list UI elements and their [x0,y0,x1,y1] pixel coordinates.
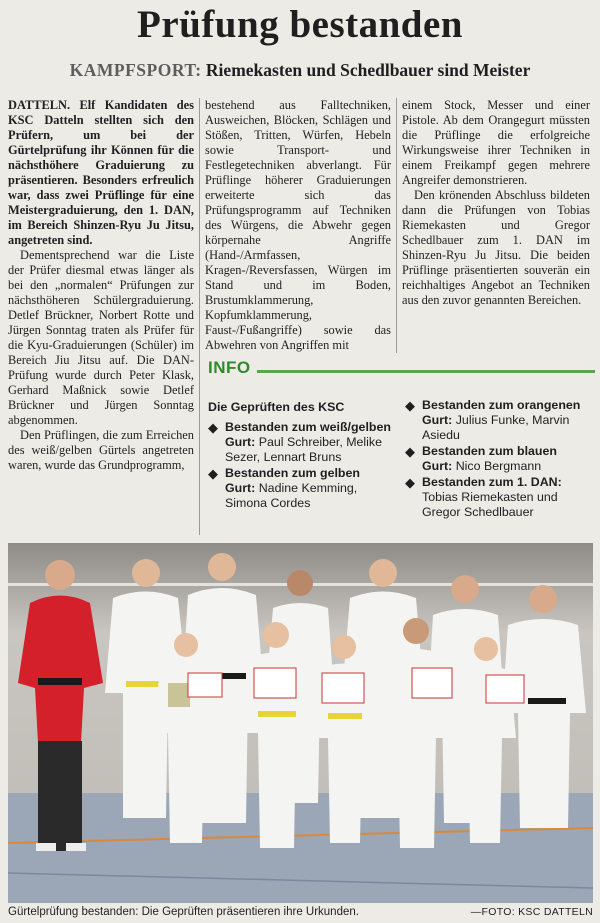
photo-credit: —FOTO: KSC DATTELN [470,906,593,918]
article-column-3 [402,98,590,308]
article-lead: DATTELN. Elf Kandidaten des KSC Datteln stellten sich den Prüfern, um bei der Gürtelprüfung ihr Können für die nächsthöhere Graduierung zu präsentieren. Besonders erfreulich war, dass zwei Prüflinge für eine Meistergraduierung, den 1. DAN, im Bereich Shinzen-Ryu Ju Jitsu, angetreten sind. [8,98,194,247]
article-paragraph: bestehend aus Falltechniken, Ausweichen, Blöcken, Schlägen und Stößen, Tritten, Würfen, Hebeln sowie Transport- und Festlegetechniken abverlangt. Für Prüflinge höherer Graduierungen erweiterte sich das Prüfungsprogramm auf Techniken des Würgens, die Abwehr gegen körpernahe Angriffe (Hand-/Armfassen, Kragen-/Reversfassen, Würgen im Stand und im Boden, Brustumklammerung, Kopfumklammerung, Faust-/Fußangriffe) sowie das Abwehren von Angriffen mit [205,98,391,352]
info-item: ◆ Bestanden zum blauen Gurt: Nico Bergmann [405,444,590,474]
article-paragraph: Den Prüflingen, die zum Erreichen des weiß/gelben Gürtels angetreten waren, wurde das Grundprogramm, [8,428,194,472]
article-headline: Prüfung bestanden [137,3,463,46]
article-subheadline [0,60,600,81]
subheadline-text: Riemekasten und Schedlbauer sind Meister [205,60,531,80]
section-kicker: KAMPFSPORT: [69,60,202,80]
column-divider [199,98,200,535]
photo-caption [8,906,593,918]
caption-text: Gürtelprüfung bestanden: Die Geprüften präsentieren ihre Urkunden. [8,906,359,918]
article-paragraph: einem Stock, Messer und einer Pistole. Ab dem Orangegurt müssten die Prüflinge die erfolgreiche Wirkungsweise ihrer Techniken in einem Freikampf gegen mehrere Angreifer demonstrieren. [402,98,590,187]
article-column-1 [8,98,194,473]
info-item: ◆ Bestanden zum 1. DAN: Tobias Riemekasten und Gregor Schedlbauer [405,475,590,520]
article-column-2 [205,98,391,353]
info-item: ◆ Bestanden zum weiß/gelben Gurt: Paul Schreiber, Melike Sezer, Lennart Bruns [208,420,393,465]
info-item: ◆ Bestanden zum orangenen Gurt: Julius Funke, Marvin Asiedu [405,398,590,443]
info-list-right [405,398,590,521]
info-label: INFO [208,358,251,377]
article-paragraph: Dementsprechend war die Liste der Prüfer diesmal etwas länger als bei den „normalen“ Prüfungen zur nächsthöheren Schülergraduierung. Detlef Brückner, Norbert Rotte und Jürgen Sonntag traten als Prüfer für die Kyu-Graduierungen (Schüler) im Bereich Jiu Jitsu auf. Die DAN-Prüfung wurde durch Peter Klask, Gerhard Maßnick sowie Detlef Brückner und Jürgen Sonntag abgenommen. [8,248,194,427]
info-box [205,358,595,533]
info-rule [257,370,595,373]
group-photo-illustration [8,543,593,903]
column-divider [396,98,397,353]
article-paragraph: Den krönenden Abschluss bildeten dann die Prüfungen von Tobias Riemekasten und Gregor Schedlbauer zum 1. DAN im Shinzen-Ryu Ju Jitsu. Die beiden Prüflinge präsentierten souverän ein reichhaltiges Angebot an Techniken aus den zuvor genannten Bereichen. [402,188,590,307]
info-list-left [208,420,393,512]
group-photo [8,543,593,903]
info-subtitle: Die Geprüften des KSC [208,400,345,414]
info-item: ◆ Bestanden zum gelben Gurt: Nadine Kemming, Simona Cordes [208,466,393,511]
